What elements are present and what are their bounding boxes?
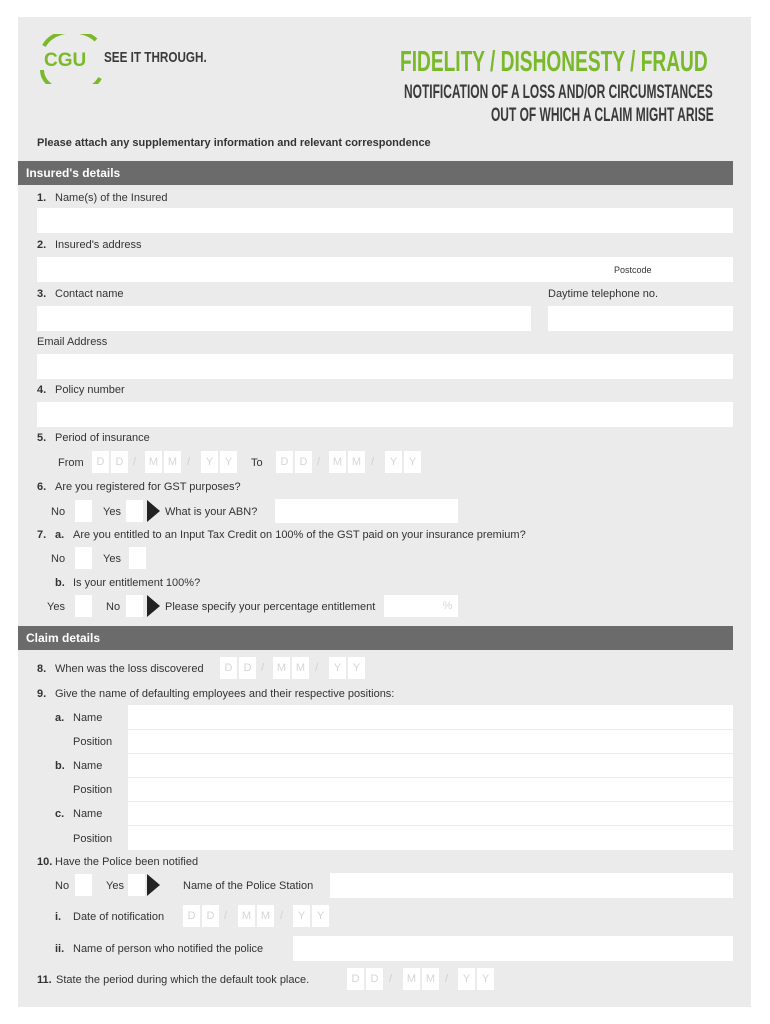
insured-name-field[interactable] xyxy=(37,208,733,233)
itc-no-label: No xyxy=(51,553,66,565)
q11-number: 11. xyxy=(37,974,52,986)
itc-no-checkbox[interactable] xyxy=(75,547,92,569)
q2-label: Insured's address xyxy=(55,239,142,251)
form-subtitle-2: OUT OF WHICH A CLAIM MIGHT ARISE xyxy=(491,105,714,126)
notification-date-label: Date of notification xyxy=(73,911,165,923)
notifier-name-label: Name of person who notified the police xyxy=(73,943,264,955)
q1-label: Name(s) of the Insured xyxy=(55,192,168,204)
form-title: FIDELITY / DISHONESTY / FRAUD xyxy=(400,46,708,78)
section-title: Claim details xyxy=(26,631,101,645)
q10-label: Have the Police been notified xyxy=(55,856,199,868)
employee-a-name-field[interactable] xyxy=(128,705,733,729)
gst-yes-label: Yes xyxy=(103,506,121,518)
q9a-letter: a. xyxy=(55,712,65,724)
q2-number: 2. xyxy=(37,239,47,251)
q7b-letter: b. xyxy=(55,577,65,589)
q7-number: 7. xyxy=(37,529,47,541)
phone-label: Daytime telephone no. xyxy=(548,288,659,300)
q10ii-numeral: ii. xyxy=(55,943,65,955)
phone-field[interactable] xyxy=(548,306,733,331)
employee-name-label: Name xyxy=(73,760,103,772)
tagline: SEE IT THROUGH. xyxy=(104,49,207,66)
q6-label: Are you registered for GST purposes? xyxy=(55,481,241,493)
police-station-field[interactable] xyxy=(330,873,733,898)
intro-text: Please attach any supplementary information and relevant correspondence xyxy=(37,137,431,149)
police-yes-label: Yes xyxy=(106,880,124,892)
postcode-label: Postcode xyxy=(614,265,652,275)
to-label: To xyxy=(251,457,263,469)
percent-sign: % xyxy=(442,600,453,612)
gst-no-checkbox[interactable] xyxy=(75,500,92,522)
employee-position-label: Position xyxy=(73,833,113,845)
q8-number: 8. xyxy=(37,663,47,675)
gst-yes-checkbox[interactable] xyxy=(126,500,143,522)
abn-label: What is your ABN? xyxy=(165,506,258,518)
itc-yes-label: Yes xyxy=(103,553,121,565)
employee-position-label: Position xyxy=(73,784,113,796)
q1-number: 1. xyxy=(37,192,47,204)
logo-text: CGU xyxy=(44,50,87,71)
form-subtitle-1: NOTIFICATION OF A LOSS AND/OR CIRCUMSTANCES xyxy=(404,82,713,103)
q9-number: 9. xyxy=(37,688,47,700)
contact-name-field[interactable] xyxy=(37,306,531,331)
police-no-checkbox[interactable] xyxy=(75,874,92,896)
q6-number: 6. xyxy=(37,481,47,493)
entitlement-yes-label: Yes xyxy=(47,601,65,613)
employee-position-label: Position xyxy=(73,736,113,748)
q10-number: 10. xyxy=(37,856,53,868)
employee-b-name-field[interactable] xyxy=(128,754,733,777)
q9-label: Give the name of defaulting employees and their respective positions: xyxy=(55,688,395,700)
q7a-letter: a. xyxy=(55,529,65,541)
q11-label: State the period during which the default took place. xyxy=(56,974,310,986)
q4-label: Policy number xyxy=(55,384,125,396)
q7b-label: Is your entitlement 100%? xyxy=(73,577,201,589)
email-label: Email Address xyxy=(37,336,108,348)
arrow-right-icon xyxy=(147,595,160,617)
police-no-label: No xyxy=(55,880,70,892)
police-yes-checkbox[interactable] xyxy=(128,874,145,896)
gst-no-label: No xyxy=(51,506,66,518)
policy-number-field[interactable] xyxy=(37,402,733,427)
section-title: Insured's details xyxy=(26,166,121,180)
cgu-logo xyxy=(36,34,108,84)
arrow-right-icon xyxy=(147,874,160,896)
entitlement-no-label: No xyxy=(106,601,121,613)
entitlement-no-checkbox[interactable] xyxy=(126,595,143,617)
q9c-letter: c. xyxy=(55,808,65,820)
employee-b-position-field[interactable] xyxy=(128,778,733,801)
q7a-label: Are you entitled to an Input Tax Credit on 100% of the GST paid on your insurance premium? xyxy=(73,529,526,541)
arrow-right-icon xyxy=(147,500,160,522)
q9b-letter: b. xyxy=(55,760,65,772)
q5-number: 5. xyxy=(37,432,47,444)
q4-number: 4. xyxy=(37,384,47,396)
q5-label: Period of insurance xyxy=(55,432,150,444)
employee-c-position-field[interactable] xyxy=(128,826,733,850)
q3-label: Contact name xyxy=(55,288,124,300)
itc-yes-checkbox[interactable] xyxy=(129,547,146,569)
q10i-numeral: i. xyxy=(55,911,62,923)
entitlement-yes-checkbox[interactable] xyxy=(75,595,92,617)
address-field[interactable] xyxy=(37,257,660,282)
email-field[interactable] xyxy=(37,354,733,379)
abn-field[interactable] xyxy=(275,499,458,523)
q8-label: When was the loss discovered xyxy=(55,663,204,675)
employee-a-position-field[interactable] xyxy=(128,730,733,753)
postcode-field[interactable] xyxy=(660,257,733,282)
notifier-name-field[interactable] xyxy=(293,936,733,961)
employee-c-name-field[interactable] xyxy=(128,802,733,825)
from-label: From xyxy=(58,457,84,469)
employee-name-label: Name xyxy=(73,808,103,820)
specify-percentage-label: Please specify your percentage entitlement xyxy=(165,601,376,613)
section-header-insured xyxy=(18,161,733,185)
police-station-label: Name of the Police Station xyxy=(183,880,314,892)
employee-name-label: Name xyxy=(73,712,103,724)
section-header-claim xyxy=(18,626,733,650)
q3-number: 3. xyxy=(37,288,47,300)
